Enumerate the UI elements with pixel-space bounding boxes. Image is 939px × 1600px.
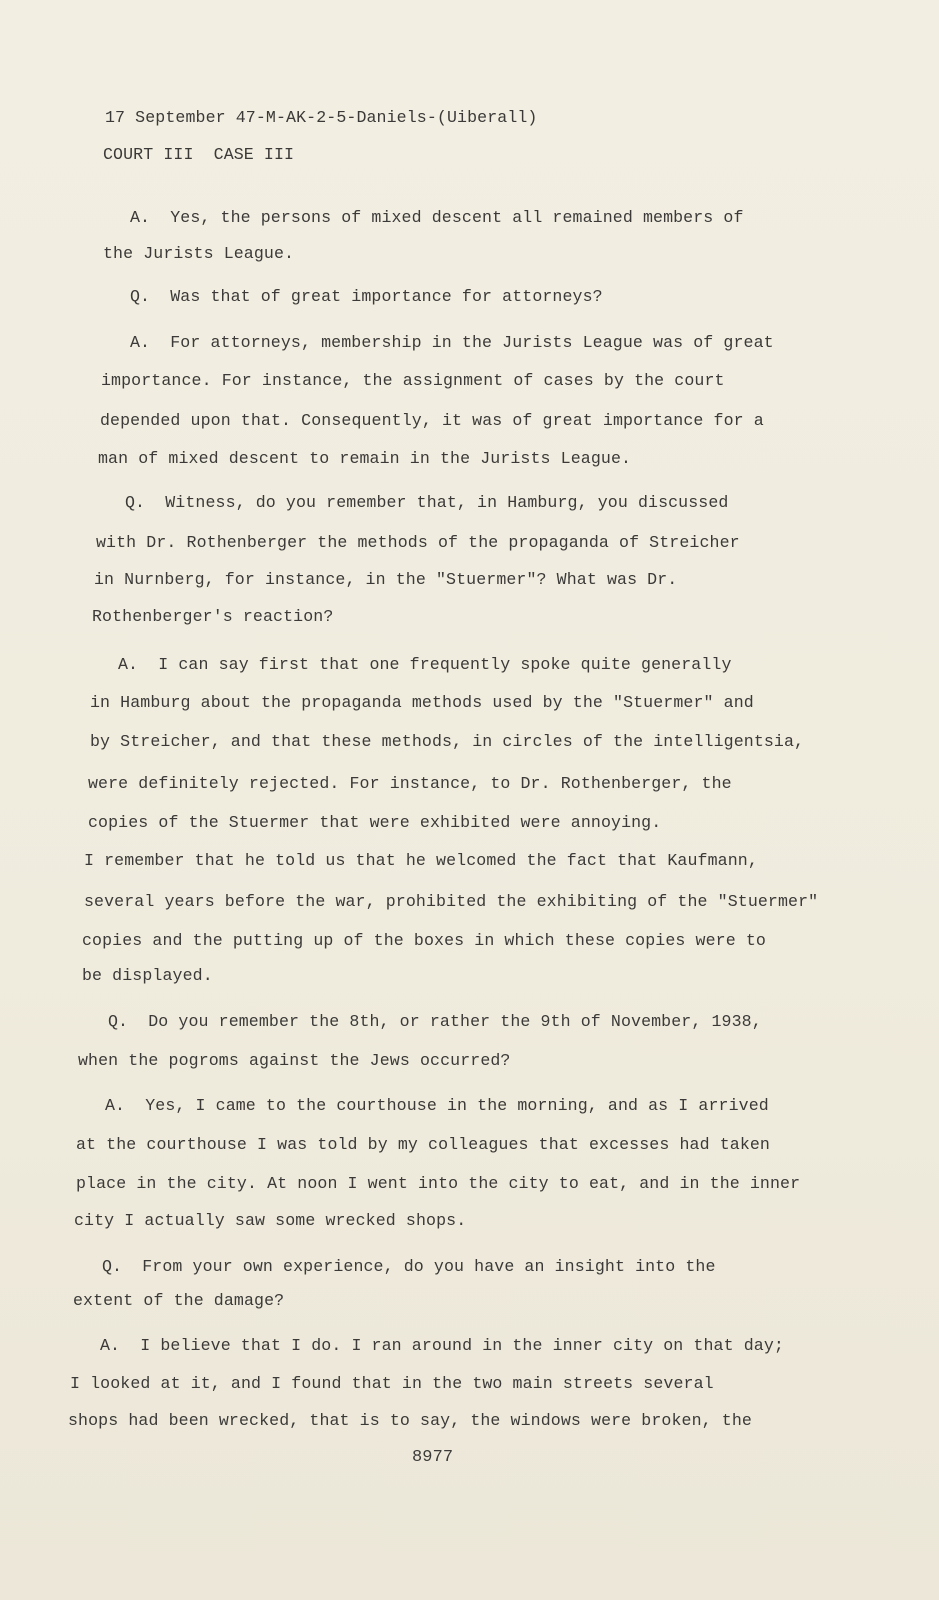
transcript-line: Rothenberger's reaction? — [92, 607, 334, 626]
transcript-line: place in the city. At noon I went into the city to eat, and in the inner — [76, 1174, 801, 1193]
transcript-line: importance. For instance, the assignment of cases by the court — [101, 371, 725, 390]
transcript-line: extent of the damage? — [73, 1291, 285, 1310]
transcript-line: I looked at it, and I found that in the two main streets several — [70, 1374, 714, 1393]
transcript-line: Q. From your own experience, do you have an insight into the — [102, 1257, 716, 1276]
transcript-line: were definitely rejected. For instance, to Dr. Rothenberger, the — [88, 774, 732, 793]
transcript-line: A. I believe that I do. I ran around in the inner city on that day; — [100, 1336, 784, 1355]
transcript-line: A. I can say first that one frequently spoke quite generally — [118, 655, 732, 674]
transcript-line: copies of the Stuermer that were exhibited were annoying. — [88, 813, 662, 832]
transcript-line: copies and the putting up of the boxes in which these copies were to — [82, 931, 766, 950]
dateline: 17 September 47-M-AK-2-5-Daniels-(Uiberall) — [105, 108, 538, 127]
transcript-line: in Hamburg about the propaganda methods used by the "Stuermer" and — [90, 693, 754, 712]
transcript-line: be displayed. — [82, 966, 213, 985]
transcript-line: A. For attorneys, membership in the Jurists League was of great — [130, 333, 774, 352]
transcript-line: A. Yes, the persons of mixed descent all remained members of — [130, 208, 744, 227]
transcript-line: by Streicher, and that these methods, in circles of the intelligentsia, — [90, 732, 805, 751]
transcript-line: depended upon that. Consequently, it was of great importance for a — [100, 411, 764, 430]
transcript-line: Q. Witness, do you remember that, in Hamburg, you discussed — [125, 493, 729, 512]
page-number: 8977 — [412, 1448, 454, 1467]
transcript-line: shops had been wrecked, that is to say, the windows were broken, the — [68, 1411, 752, 1430]
transcript-line: when the pogroms against the Jews occurred? — [78, 1051, 511, 1070]
transcript-line: with Dr. Rothenberger the methods of the propaganda of Streicher — [96, 533, 740, 552]
transcript-line: several years before the war, prohibited the exhibiting of the "Stuermer" — [84, 892, 819, 911]
transcript-line: I remember that he told us that he welcomed the fact that Kaufmann, — [84, 851, 758, 870]
transcript-line: man of mixed descent to remain in the Jurists League. — [98, 449, 632, 468]
transcript-line: the Jurists League. — [103, 244, 295, 263]
transcript-line: A. Yes, I came to the courthouse in the morning, and as I arrived — [105, 1096, 769, 1115]
transcript-line: at the courthouse I was told by my colleagues that excesses had taken — [76, 1135, 770, 1154]
transcript-line: Q. Was that of great importance for attorneys? — [130, 287, 603, 306]
transcript-line: city I actually saw some wrecked shops. — [74, 1211, 467, 1230]
court-case-heading: COURT III CASE III — [103, 145, 295, 164]
transcript-line: Q. Do you remember the 8th, or rather the 9th of November, 1938, — [108, 1012, 762, 1031]
transcript-line: in Nurnberg, for instance, in the "Stuermer"? What was Dr. — [94, 570, 678, 589]
